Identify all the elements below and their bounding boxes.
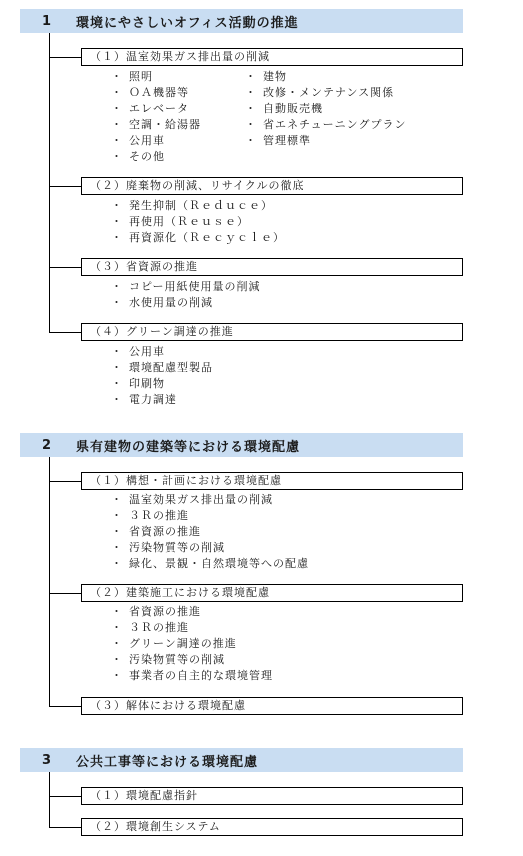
section-number: 1 xyxy=(42,13,53,29)
list-item: ・ 再資源化（Ｒｅｃｙｃｌｅ） xyxy=(111,230,285,246)
subsection-3-2: （２）環境創生システム xyxy=(81,818,463,836)
subsection-1-4: （４）グリーン調達の推進 xyxy=(81,323,463,341)
list-item: ・ 印刷物 xyxy=(111,376,165,392)
subsection-1-3: （３）省資源の推進 xyxy=(81,258,463,276)
subsection-3-1: （１）環境配慮指針 xyxy=(81,787,463,805)
tree-branch xyxy=(49,481,81,482)
list-item: ・ 公用車 xyxy=(111,133,165,149)
tree-branch xyxy=(49,267,81,268)
list-item: ・ 建物 xyxy=(245,69,287,85)
tree-branch xyxy=(49,332,81,333)
list-item: ・ 事業者の自主的な環境管理 xyxy=(111,668,273,684)
tree-branch xyxy=(49,186,81,187)
tree-connector xyxy=(49,457,50,706)
subsection-2-1: （１）構想・計画における環境配慮 xyxy=(81,472,463,490)
list-item: ・ ３Ｒの推進 xyxy=(111,620,189,636)
subsection-2-3: （３）解体における環境配慮 xyxy=(81,697,463,715)
list-item: ・ 汚染物質等の削減 xyxy=(111,540,225,556)
section-number: 2 xyxy=(42,437,53,453)
tree-connector xyxy=(49,33,50,332)
list-item: ・ その他 xyxy=(111,149,165,165)
list-item: ・ 電力調達 xyxy=(111,392,177,408)
list-item: ・ 省資源の推進 xyxy=(111,524,201,540)
list-item: ・ ３Ｒの推進 xyxy=(111,508,189,524)
list-item: ・ 水使用量の削減 xyxy=(111,295,213,311)
list-item: ・ 空調・給湯器 xyxy=(111,117,201,133)
list-item: ・ 温室効果ガス排出量の削減 xyxy=(111,492,273,508)
list-item: ・ 管理標準 xyxy=(245,133,311,149)
tree-connector xyxy=(49,772,50,827)
list-item: ・ 省資源の推進 xyxy=(111,604,201,620)
tree-branch xyxy=(49,593,81,594)
section-header-1 xyxy=(20,9,463,33)
list-item: ・ 汚染物質等の削減 xyxy=(111,652,225,668)
list-item: ・ エレベータ xyxy=(111,101,189,117)
section-title: 環境にやさしいオフィス活動の推進 xyxy=(76,15,299,31)
section-header-3 xyxy=(20,748,463,772)
section-title: 県有建物の建築等における環境配慮 xyxy=(76,439,301,455)
list-item: ・ 環境配慮型製品 xyxy=(111,360,213,376)
section-header-2 xyxy=(20,433,463,457)
tree-branch xyxy=(49,57,81,58)
list-item: ・ グリーン調達の推進 xyxy=(111,636,237,652)
subsection-1-1: （１）温室効果ガス排出量の削減 xyxy=(81,48,463,66)
list-item: ・ ＯＡ機器等 xyxy=(111,85,189,101)
subsection-1-2: （２）廃棄物の削減、リサイクルの徹底 xyxy=(81,177,463,195)
list-item: ・ 発生抑制（Ｒｅｄｕｃｅ） xyxy=(111,198,273,214)
list-item: ・ 改修・メンテナンス関係 xyxy=(245,85,394,101)
list-item: ・ コピー用紙使用量の削減 xyxy=(111,279,261,295)
list-item: ・ 省エネチューニングプラン xyxy=(245,117,406,133)
section-number: 3 xyxy=(42,752,53,768)
subsection-2-2: （２）建築施工における環境配慮 xyxy=(81,584,463,602)
tree-branch xyxy=(49,827,81,828)
section-title: 公共工事等における環境配慮 xyxy=(76,754,259,770)
list-item: ・ 照明 xyxy=(111,69,153,85)
list-item: ・ 公用車 xyxy=(111,344,165,360)
list-item: ・ 再使用（Ｒｅｕｓｅ） xyxy=(111,214,249,230)
list-item: ・ 緑化、景観・自然環境等への配慮 xyxy=(111,556,309,572)
list-item: ・ 自動販売機 xyxy=(245,101,323,117)
tree-branch xyxy=(49,706,81,707)
tree-branch xyxy=(49,796,81,797)
